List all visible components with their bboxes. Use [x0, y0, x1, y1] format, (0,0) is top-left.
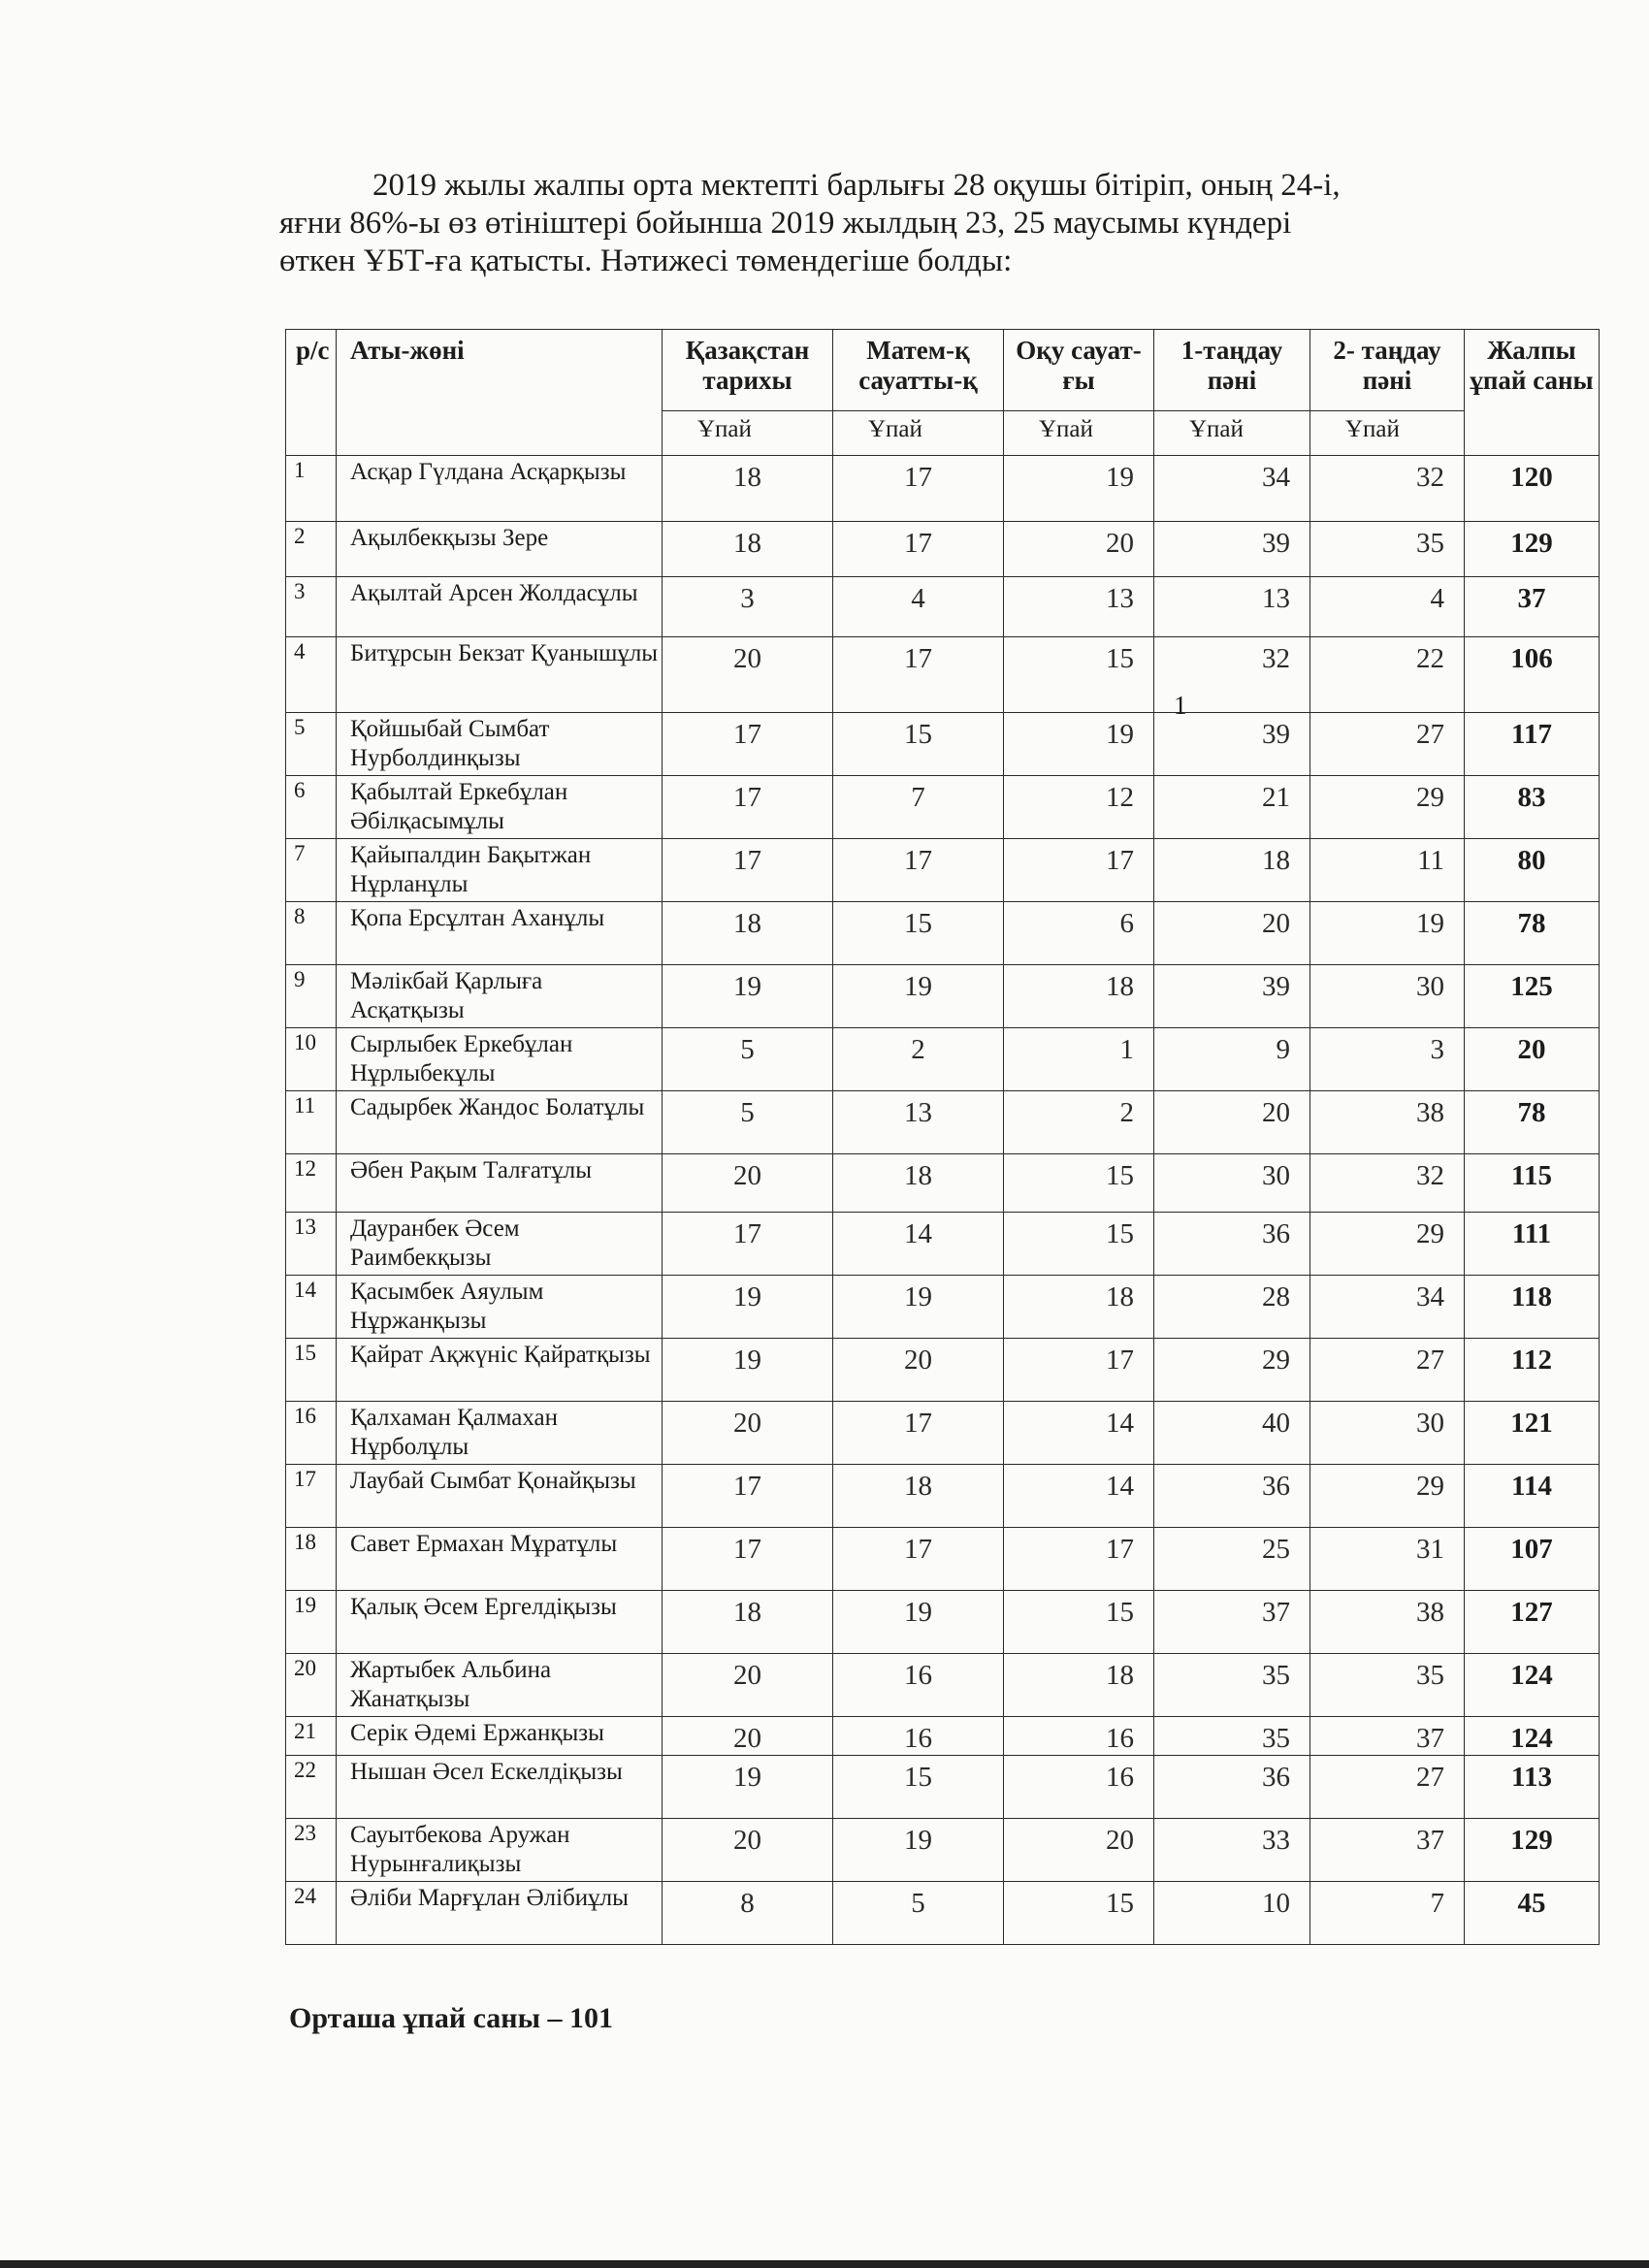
- row-number: 8: [286, 902, 337, 965]
- score-math: 19: [833, 1591, 1004, 1654]
- score-total: 111: [1465, 1213, 1600, 1276]
- intro-line-2: яғни 86%-ы өз өтініштері бойынша 2019 жылдың 23, 25 маусымы күндері: [279, 206, 1292, 241]
- score-math: 17: [833, 1528, 1004, 1591]
- table-row: [286, 522, 1600, 577]
- row-number: 9: [286, 965, 337, 1028]
- student-name: Сырлыбек Еркебұлан Нұрлыбекұлы: [337, 1028, 663, 1091]
- score-elective-1: 20: [1154, 902, 1310, 965]
- score-math: 13: [833, 1091, 1004, 1154]
- score-reading: 18: [1004, 1654, 1154, 1717]
- row-number: 14: [286, 1276, 337, 1339]
- score-elective-2: 22: [1310, 637, 1465, 713]
- student-name: Битұрсын Бекзат Қуанышұлы: [337, 637, 663, 713]
- score-elective-2: 27: [1310, 1339, 1465, 1402]
- score-elective-1: 18: [1154, 839, 1310, 902]
- score-history: 17: [663, 839, 833, 902]
- header-name: Аты-жөні: [337, 330, 663, 456]
- table-row: [286, 1402, 1600, 1465]
- score-elective-1: 39: [1154, 522, 1310, 577]
- subheader-points: Ұпай: [663, 411, 833, 456]
- score-math: 16: [833, 1654, 1004, 1717]
- student-name: Мәлікбай Қарлығa Асқатқызы: [337, 965, 663, 1028]
- header-elective-2: 2- таңдау пәні: [1310, 330, 1465, 411]
- score-elective-2: 29: [1310, 776, 1465, 839]
- score-history: 17: [663, 713, 833, 776]
- score-reading: 19: [1004, 713, 1154, 776]
- score-math: 18: [833, 1154, 1004, 1213]
- score-elective-2: 32: [1310, 456, 1465, 522]
- score-math: 17: [833, 839, 1004, 902]
- score-reading: 14: [1004, 1402, 1154, 1465]
- score-elective-1: 37: [1154, 1591, 1310, 1654]
- row-number: 3: [286, 577, 337, 637]
- table-row: [286, 839, 1600, 902]
- header-rc: р/с: [286, 330, 337, 456]
- score-elective-2: 4: [1310, 577, 1465, 637]
- header-total: Жалпы ұпай саны: [1465, 330, 1600, 456]
- row-number: 24: [286, 1882, 337, 1945]
- score-reading: 19: [1004, 456, 1154, 522]
- score-math: 16: [833, 1717, 1004, 1756]
- score-elective-1: 33: [1154, 1819, 1310, 1882]
- score-elective-2: 3: [1310, 1028, 1465, 1091]
- score-elective-1: 39: [1154, 713, 1310, 776]
- score-reading: 16: [1004, 1756, 1154, 1819]
- score-elective-2: 38: [1310, 1091, 1465, 1154]
- row-number: 23: [286, 1819, 337, 1882]
- student-name: Садырбек Жандос Болатұлы: [337, 1091, 663, 1154]
- student-name: Серік Әдемі Ержанқызы: [337, 1717, 663, 1756]
- intro-paragraph: [279, 167, 1540, 280]
- score-elective-1: 39: [1154, 965, 1310, 1028]
- score-history: 5: [663, 1028, 833, 1091]
- row-number: 2: [286, 522, 337, 577]
- row-number: 7: [286, 839, 337, 902]
- score-elective-2: 32: [1310, 1154, 1465, 1213]
- subheader-points: Ұпай: [833, 411, 1004, 456]
- score-total: 20: [1465, 1028, 1600, 1091]
- score-elective-2: 38: [1310, 1591, 1465, 1654]
- score-total: 118: [1465, 1276, 1600, 1339]
- row-number: 21: [286, 1717, 337, 1756]
- score-history: 18: [663, 522, 833, 577]
- score-total: 45: [1465, 1882, 1600, 1945]
- row-number: 1: [286, 456, 337, 522]
- score-elective-2: 7: [1310, 1882, 1465, 1945]
- header-history: Қазақстан тарихы: [663, 330, 833, 411]
- score-math: 19: [833, 1819, 1004, 1882]
- score-math: 15: [833, 902, 1004, 965]
- score-history: 18: [663, 1591, 833, 1654]
- score-elective-2: 35: [1310, 1654, 1465, 1717]
- score-reading: 15: [1004, 1213, 1154, 1276]
- score-elective-2: 27: [1310, 1756, 1465, 1819]
- score-total: 124: [1465, 1717, 1600, 1756]
- score-history: 17: [663, 1213, 833, 1276]
- score-elective-2: 31: [1310, 1528, 1465, 1591]
- score-elective-1: 30: [1154, 1154, 1310, 1213]
- score-reading: 20: [1004, 1819, 1154, 1882]
- score-history: 18: [663, 902, 833, 965]
- score-elective-1: 25: [1154, 1528, 1310, 1591]
- score-history: 19: [663, 1339, 833, 1402]
- score-elective-2: 29: [1310, 1465, 1465, 1528]
- score-total: 106: [1465, 637, 1600, 713]
- score-elective-2: 11: [1310, 839, 1465, 902]
- row-number: 22: [286, 1756, 337, 1819]
- score-total: 121: [1465, 1402, 1600, 1465]
- score-total: 124: [1465, 1654, 1600, 1717]
- score-total: 37: [1465, 577, 1600, 637]
- row-number: 10: [286, 1028, 337, 1091]
- score-reading: 2: [1004, 1091, 1154, 1154]
- score-math: 14: [833, 1213, 1004, 1276]
- table-row: [286, 1756, 1600, 1819]
- score-history: 20: [663, 1154, 833, 1213]
- score-elective-2: 35: [1310, 522, 1465, 577]
- score-elective-2: 27: [1310, 713, 1465, 776]
- student-name: Жартыбек Альбина Жанатқызы: [337, 1654, 663, 1717]
- score-reading: 20: [1004, 522, 1154, 577]
- student-name: Асқар Гүлдана Асқарқызы: [337, 456, 663, 522]
- score-history: 17: [663, 1465, 833, 1528]
- score-history: 20: [663, 1717, 833, 1756]
- score-elective-1: 36: [1154, 1756, 1310, 1819]
- student-name: Әбен Рақым Талғатұлы: [337, 1154, 663, 1213]
- table-row: [286, 1819, 1600, 1882]
- student-name: Ақылтай Арсен Жолдасұлы: [337, 577, 663, 637]
- student-name: Қойшыбай Сымбат Нурболдинқызы: [337, 713, 663, 776]
- score-total: 113: [1465, 1756, 1600, 1819]
- score-elective-1: 35: [1154, 1717, 1310, 1756]
- score-math: 15: [833, 1756, 1004, 1819]
- score-math: 7: [833, 776, 1004, 839]
- score-elective-1: 21: [1154, 776, 1310, 839]
- score-elective-1: 40: [1154, 1402, 1310, 1465]
- score-history: 8: [663, 1882, 833, 1945]
- score-total: 129: [1465, 522, 1600, 577]
- score-total: 125: [1465, 965, 1600, 1028]
- score-reading: 15: [1004, 637, 1154, 713]
- score-math: 20: [833, 1339, 1004, 1402]
- student-name: Қопа Ерсұлтан Аханұлы: [337, 902, 663, 965]
- score-reading: 13: [1004, 577, 1154, 637]
- score-history: 20: [663, 1819, 833, 1882]
- subheader-points: Ұпай: [1004, 411, 1154, 456]
- score-reading: 6: [1004, 902, 1154, 965]
- score-history: 18: [663, 456, 833, 522]
- table-row: [286, 902, 1600, 965]
- score-history: 19: [663, 1756, 833, 1819]
- score-total: 78: [1465, 902, 1600, 965]
- score-total: 120: [1465, 456, 1600, 522]
- score-math: 17: [833, 522, 1004, 577]
- table-row: [286, 965, 1600, 1028]
- score-total: 83: [1465, 776, 1600, 839]
- row-number: 11: [286, 1091, 337, 1154]
- results-rows: [286, 456, 1600, 1945]
- table-row: [286, 713, 1600, 776]
- score-total: 112: [1465, 1339, 1600, 1402]
- score-reading: 15: [1004, 1154, 1154, 1213]
- score-total: 115: [1465, 1154, 1600, 1213]
- student-name: Қасымбек Аяулым Нұржанқызы: [337, 1276, 663, 1339]
- score-elective-1: 34: [1154, 456, 1310, 522]
- score-math: 2: [833, 1028, 1004, 1091]
- student-name: Қайрат Ақжүніс Қайратқызы: [337, 1339, 663, 1402]
- score-history: 20: [663, 1402, 833, 1465]
- score-reading: 18: [1004, 1276, 1154, 1339]
- intro-line-1: 2019 жылы жалпы орта мектепті барлығы 28 оқушы бітіріп, оның 24-і,: [372, 168, 1341, 203]
- score-reading: 15: [1004, 1591, 1154, 1654]
- score-history: 17: [663, 776, 833, 839]
- header-math: Матем-қ сауатты-қ: [833, 330, 1004, 411]
- row-number: 5: [286, 713, 337, 776]
- score-elective-1: 36: [1154, 1465, 1310, 1528]
- table-row: [286, 1717, 1600, 1756]
- score-elective-2: 30: [1310, 1402, 1465, 1465]
- score-elective-1: 20: [1154, 1091, 1310, 1154]
- score-elective-1: 9: [1154, 1028, 1310, 1091]
- table-row: [286, 1465, 1600, 1528]
- score-reading: 18: [1004, 965, 1154, 1028]
- score-reading: 17: [1004, 1339, 1154, 1402]
- row-number: 6: [286, 776, 337, 839]
- score-total: 78: [1465, 1091, 1600, 1154]
- table-row: [286, 1091, 1600, 1154]
- subheader-points: Ұпай: [1310, 411, 1465, 456]
- score-history: 19: [663, 1276, 833, 1339]
- score-total: 114: [1465, 1465, 1600, 1528]
- table-row: [286, 1882, 1600, 1945]
- table-row: [286, 1528, 1600, 1591]
- row-number: 20: [286, 1654, 337, 1717]
- score-total: 80: [1465, 839, 1600, 902]
- score-elective-1: 35: [1154, 1654, 1310, 1717]
- score-reading: 17: [1004, 1528, 1154, 1591]
- table-row: [286, 456, 1600, 522]
- score-reading: 17: [1004, 839, 1154, 902]
- results-table: [285, 329, 1600, 1945]
- score-history: 20: [663, 637, 833, 713]
- score-elective-2: 34: [1310, 1276, 1465, 1339]
- table-row: [286, 1339, 1600, 1402]
- row-number: 19: [286, 1591, 337, 1654]
- score-math: 18: [833, 1465, 1004, 1528]
- score-reading: 16: [1004, 1717, 1154, 1756]
- score-math: 17: [833, 1402, 1004, 1465]
- score-history: 19: [663, 965, 833, 1028]
- student-name: Нышан Әсел Ескелдіқызы: [337, 1756, 663, 1819]
- student-name: Қабылтай Еркебұлан Әбілқасымұлы: [337, 776, 663, 839]
- student-name: Дауранбек Әсем Раимбекқызы: [337, 1213, 663, 1276]
- score-math: 15: [833, 713, 1004, 776]
- score-reading: 14: [1004, 1465, 1154, 1528]
- score-reading: 1: [1004, 1028, 1154, 1091]
- score-total: 107: [1465, 1528, 1600, 1591]
- score-elective-1: 32: [1154, 637, 1310, 713]
- header-reading: Оқу сауат-ғы: [1004, 330, 1154, 411]
- score-elective-1: 10: [1154, 1882, 1310, 1945]
- score-math: 17: [833, 456, 1004, 522]
- score-elective-1: 13: [1154, 577, 1310, 637]
- row-number: 4: [286, 637, 337, 713]
- average-score: Орташа ұпай саны – 101: [289, 2002, 614, 2034]
- table-row: [286, 1276, 1600, 1339]
- score-elective-2: 37: [1310, 1819, 1465, 1882]
- table-row: [286, 1154, 1600, 1213]
- score-math: 4: [833, 577, 1004, 637]
- score-total: 127: [1465, 1591, 1600, 1654]
- score-elective-2: 29: [1310, 1213, 1465, 1276]
- table-row: [286, 637, 1600, 713]
- row-number: 17: [286, 1465, 337, 1528]
- score-history: 5: [663, 1091, 833, 1154]
- student-name: Савет Ермахан Мұратұлы: [337, 1528, 663, 1591]
- table-row: [286, 776, 1600, 839]
- row-number: 15: [286, 1339, 337, 1402]
- score-elective-2: 19: [1310, 902, 1465, 965]
- score-math: 5: [833, 1882, 1004, 1945]
- student-name: Қайыпалдин Бақытжан Нұрланұлы: [337, 839, 663, 902]
- score-math: 19: [833, 1276, 1004, 1339]
- score-total: 117: [1465, 713, 1600, 776]
- score-history: 17: [663, 1528, 833, 1591]
- student-name: Қалхаман Қалмахан Нұрболұлы: [337, 1402, 663, 1465]
- subheader-points: Ұпай: [1154, 411, 1310, 456]
- header-elective-1: 1-таңдау пәні: [1154, 330, 1310, 411]
- score-reading: 15: [1004, 1882, 1154, 1945]
- table-row: [286, 1654, 1600, 1717]
- score-history: 20: [663, 1654, 833, 1717]
- score-math: 19: [833, 965, 1004, 1028]
- table-row: [286, 577, 1600, 637]
- table-row: [286, 1028, 1600, 1091]
- stray-handwritten-mark: 1: [1174, 691, 1187, 720]
- score-history: 3: [663, 577, 833, 637]
- score-elective-2: 37: [1310, 1717, 1465, 1756]
- score-elective-2: 30: [1310, 965, 1465, 1028]
- student-name: Әліби Марғұлан Әлібиұлы: [337, 1882, 663, 1945]
- intro-line-3: өткен ҰБТ-ға қатысты. Нәтижесі төмендегіше болды:: [279, 243, 1013, 278]
- score-elective-1: 29: [1154, 1339, 1310, 1402]
- table-row: [286, 1213, 1600, 1276]
- score-elective-1: 36: [1154, 1213, 1310, 1276]
- student-name: Ақылбекқызы Зере: [337, 522, 663, 577]
- row-number: 13: [286, 1213, 337, 1276]
- score-total: 129: [1465, 1819, 1600, 1882]
- table-row: [286, 1591, 1600, 1654]
- score-elective-1: 28: [1154, 1276, 1310, 1339]
- score-reading: 12: [1004, 776, 1154, 839]
- student-name: Қалық Әсем Ергелдіқызы: [337, 1591, 663, 1654]
- student-name: Сауытбекова Аружан Нурынғалиқызы: [337, 1819, 663, 1882]
- scan-edge: [0, 2260, 1649, 2268]
- row-number: 12: [286, 1154, 337, 1213]
- score-math: 17: [833, 637, 1004, 713]
- row-number: 18: [286, 1528, 337, 1591]
- student-name: Лаубай Сымбат Қонайқызы: [337, 1465, 663, 1528]
- row-number: 16: [286, 1402, 337, 1465]
